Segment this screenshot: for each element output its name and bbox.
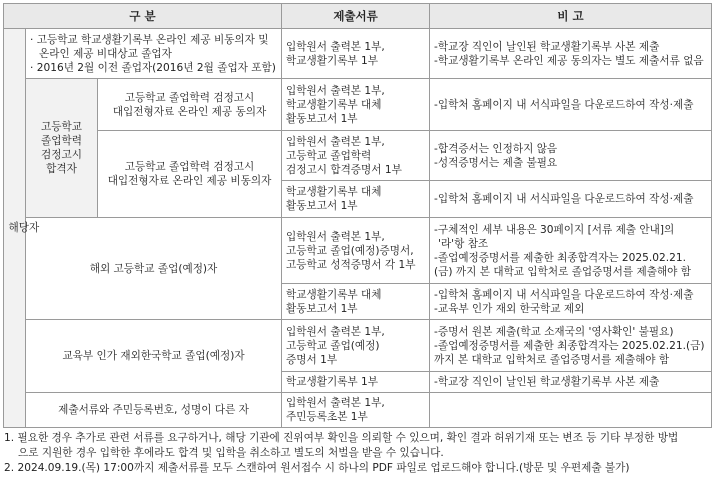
documents-cell: 입학원서 출력본 1부, 고등학교 졸업(예정)증명서, 고등학교 성적증명서 각 1부 [282,218,430,284]
header-remarks: 비 고 [430,4,712,29]
documents-cell: 입학원서 출력본 1부, 학교생활기록부 대체 활동보고서 1부 [282,79,430,131]
remarks-cell: -증명서 원본 제출(학교 소재국의 '영사확인' 불필요) -졸업예정증명서를 제출한 최종합격자는 2025.02.21.(금) 까지 본 대학교 입학처로 졸업증명서를 제출해야 함 [430,320,712,372]
submission-documents-table [3,3,712,428]
footnote-2: 2. 2024.09.19.(목) 17:00까지 제출서류를 모두 스캔하여 원서접수 시 하나의 PDF 파일로 업로드해야 합니다.(방문 및 우편제출 불가) [4,462,630,474]
documents-cell: 입학원서 출력본 1부, 고등학교 졸업(예정) 증명서 1부 [282,320,430,372]
documents-cell: 학교생활기록부 대체 활동보고서 1부 [282,284,430,320]
category-cell: 제출서류와 주민등록번호, 성명이 다른 자 [26,393,282,428]
category-cell: 고등학교 졸업학력 검정고시 대입전형자료 온라인 제공 동의자 [98,79,282,131]
applicant-group-label: 해당자 [4,29,26,428]
table-row [4,218,712,284]
category-cell: 고등학교 졸업학력 검정고시 대입전형자료 온라인 제공 비동의자 [98,131,282,218]
footnote-1-line-2: 으로 지원한 경우 입학한 후에라도 합격 및 입학을 취소하고 별도의 처벌을 받을 수 있습니다. [18,447,444,459]
documents-cell: 입학원서 출력본 1부, 학교생활기록부 1부 [282,29,430,79]
table-row [4,79,712,131]
remarks-cell: -입학처 홈페이지 내 서식파일을 다운로드하여 작성·제출 [430,79,712,131]
documents-cell: 입학원서 출력본 1부, 고등학교 졸업학력 검정고시 합격증명서 1부 [282,131,430,181]
remarks-cell [430,393,712,428]
remarks-cell: -학교장 직인이 날인된 학교생활기록부 사본 제출 [430,372,712,393]
remarks-cell: -입학처 홈페이지 내 서식파일을 다운로드하여 작성·제출 -교육부 인가 재외 한국학교 제외 [430,284,712,320]
category-cell: 교육부 인가 재외한국학교 졸업(예정)자 [26,320,282,393]
table-row [4,393,712,428]
remarks-cell: -학교장 직인이 날인된 학교생활기록부 사본 제출 -학교생활기록부 온라인 제공 동의자는 별도 제출서류 없음 [430,29,712,79]
table-row [4,320,712,372]
footnotes [4,431,710,476]
category-cell: 해외 고등학교 졸업(예정)자 [26,218,282,320]
header-category: 구 분 [4,4,282,29]
table-header-row [4,4,712,29]
header-documents: 제출서류 [282,4,430,29]
documents-cell: 학교생활기록부 대체 활동보고서 1부 [282,181,430,218]
documents-cell: 입학원서 출력본 1부, 주민등록초본 1부 [282,393,430,428]
footnote-1-line-1: 1. 필요한 경우 추가로 관련 서류를 요구하거나, 해당 기관에 진위여부 확인을 의뢰할 수 있으며, 확인 결과 허위기재 또는 변조 등 기타 부정한 방법 [4,432,679,444]
table-row [4,29,712,79]
remarks-cell: -합격증서는 인정하지 않음 -성적증명서는 제출 불필요 [430,131,712,181]
table-row [4,131,712,181]
remarks-cell: -입학처 홈페이지 내 서식파일을 다운로드하여 작성·제출 [430,181,712,218]
category-cell: · 고등학교 학교생활기록부 온라인 제공 비동의자 및 온라인 제공 비대상교 졸업자 · 2016년 2월 이전 졸업자(2016년 2월 졸업자 포함) [26,29,282,79]
ged-group-label: 고등학교 졸업학력 검정고시 합격자 [26,79,98,218]
documents-cell: 학교생활기록부 1부 [282,372,430,393]
remarks-cell: -구체적인 세부 내용은 30페이지 [서류 제출 안내]의 '라'항 참조 -졸업예정증명서를 제출한 최종합격자는 2025.02.21. (금) 까지 본 대학교 입학처로 졸업증명서를 제출해야 함 [430,218,712,284]
